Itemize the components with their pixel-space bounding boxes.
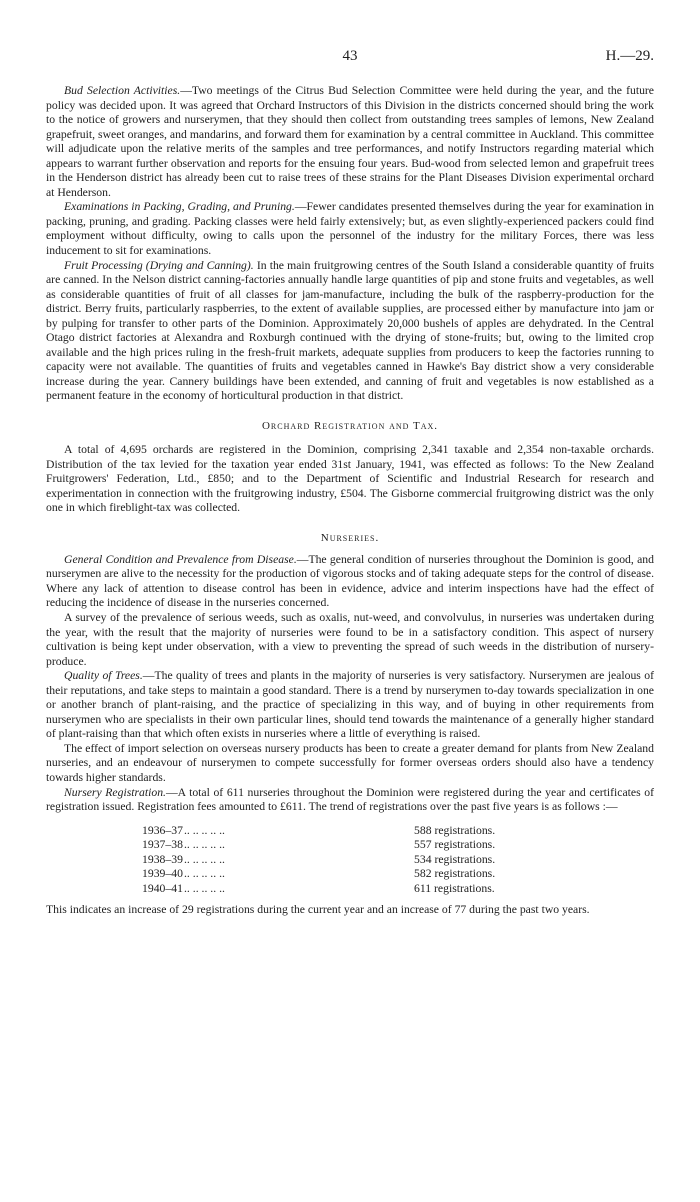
nursery-registration-text: —A total of 611 nurseries throughout the Dominion were registered during the year and certificates of registration issued. Registration fees amounted to £611. The trend of registrations over the past five years is as follows :— (46, 785, 654, 814)
bud-selection-paragraph (46, 84, 654, 200)
dot-leader: .. .. .. .. .. (184, 852, 225, 866)
nursery-registration-title: Nursery Registration. (64, 785, 166, 799)
document-page (46, 48, 654, 918)
quality-of-trees-paragraph (46, 669, 654, 742)
table-row (142, 853, 495, 868)
registration-count: 557 registrations. (414, 838, 496, 852)
fruit-processing-title: Fruit Processing (Drying and Canning). (64, 258, 254, 272)
examinations-paragraph (46, 200, 654, 258)
nurseries-heading: Nurseries. (320, 531, 380, 544)
examinations-title: Examinations in Packing, Grading, and Pruning. (64, 200, 295, 214)
document-reference: H.—29. (605, 48, 654, 64)
dot-leader: .. .. .. .. .. (184, 823, 225, 837)
general-condition-paragraph (46, 553, 654, 611)
registration-year: 1938–39 (142, 852, 183, 866)
fruit-processing-paragraph (46, 259, 654, 404)
orchard-registration-heading: Orchard Registration and Tax. (261, 420, 439, 433)
registration-year: 1939–40 (142, 867, 183, 881)
dot-leader: .. .. .. .. .. (184, 867, 225, 881)
general-condition-text: —The general condition of nurseries throughout the Dominion is good, and nurserymen are alive to the necessity for the production of vigorous stocks and of taking adequate steps for the control of disease. Where any lack of attention to disease control has been in evidence, advice and interim inspections have had the effect of reducing the incidence of disease in the nurseries concerned. (46, 552, 654, 610)
registration-count: 534 registrations. (414, 852, 496, 866)
bud-selection-title: Bud Selection Activities. (64, 84, 181, 97)
table-row (142, 824, 495, 839)
orchard-registration-paragraph: A total of 4,695 orchards are registered in the Dominion, comprising 2,341 taxable and 2,354 non-taxable orchards. Distribution of the tax levied for the taxation year ended 31st January, 1941, was effected as follows: To the New Zealand Fruitgrowers' Federation, Ltd., £850; and to the Department of Scientific and Industrial Research for research and experimentation in connection with the fruitgrowing industry, £504. The Gisborne commercial fruitgrowing district was the only one in which fireblight-tax was collected. (46, 443, 654, 515)
table-row (142, 838, 495, 853)
quality-of-trees-title: Quality of Trees. (64, 669, 143, 683)
table-row (142, 882, 495, 897)
page-header (46, 48, 654, 70)
dot-leader: .. .. .. .. .. (184, 838, 225, 852)
dot-leader: .. .. .. .. .. (184, 881, 225, 895)
page-number: 43 (342, 48, 358, 64)
registration-year: 1937–38 (142, 838, 183, 852)
registrations-table (142, 824, 495, 897)
quality-of-trees-text: —The quality of trees and plants in the majority of nurseries is very satisfactory. Nurserymen are jealous of their reputations, and take steps to maintain a good standard. There is a trend by nurserymen to-day towards specialization in one or another branch of plant-raising, and the practice of specializing in this way, and of buying in other requirements from nurserymen who are specialists in their own particular lines, should tend towards the maintenance of a generally higher standard of plant-raising than that which often exists in nurseries where a little of everything is raised. (46, 669, 654, 741)
import-selection-paragraph: The effect of import selection on overseas nursery products has been to create a greater demand for plants from New Zealand nurseries, and an endeavour of nurserymen to compete successfully for former overseas orders should also have a tendency towards higher standards. (46, 741, 654, 784)
table-row (142, 867, 495, 882)
registration-year: 1936–37 (142, 823, 183, 837)
nursery-registration-paragraph (46, 786, 654, 815)
closing-paragraph: This indicates an increase of 29 registrations during the current year and an increase of 77 during the past two years. (46, 903, 590, 917)
examinations-text: —Fewer candidates presented themselves during the year for examination in packing, pruning, and grading. Packing classes were held fairly extensively; but, as even slightly-experienced packers could find employment without difficulty, owing to calls upon the personnel of the industry for the military Forces, there was less inducement to sit for examinations. (46, 200, 654, 258)
registration-year: 1940–41 (142, 881, 183, 895)
fruit-processing-text: In the main fruitgrowing centres of the South Island a considerable quantity of fruits are canned. In the Nelson district canning-factories annually handle large quantities of pip and stone fruits and vegetables, as well as considerable quantities of fruit of all classes for jam-manufacture, including the bulk of the raspberry-production for the district. Berry fruits, particularly raspberries, to the extent of available supplies, are processed either by manufacture into jam or by pulping for transfer to other parts of the Dominion. Approximately 20,000 bushels of apples are dehydrated. In the Central Otago district factories at Alexandra and Roxburgh continued with the drying of stone-fruits; but, owing to the limited crop available and the high prices ruling in the fresh-fruit markets, adequate supplies from producers to keep the factories running to capacity were not available. The quantities of fruits and vegetables canned in Hawke's Bay district show a very considerable increase during the year. Cannery buildings have been extended, and canning of fruit and vegetables is now established as a permanent feature in the economy of horticultural production in that district. (46, 258, 655, 403)
registration-count: 588 registrations. (414, 823, 496, 837)
weeds-survey-paragraph: A survey of the prevalence of serious weeds, such as oxalis, nut-weed, and convolvulus, in nurseries was undertaken during the year, with the result that the majority of nurseries were found to be in a satisfactory condition. This aspect of nursery cultivation is being kept under observation, with a view to preventing the spread of such weeds in the distribution of nursery-produce. (46, 610, 654, 668)
general-condition-title: General Condition and Prevalence from Disease. (64, 552, 297, 566)
registration-count: 582 registrations. (414, 867, 496, 881)
registration-count: 611 registrations. (414, 881, 495, 895)
bud-selection-text: —Two meetings of the Citrus Bud Selection Committee were held during the year, and the future policy was decided upon. It was agreed that Orchard Instructors of this Division in the districts concerned should bring the work to the notice of growers and nurserymen, that they should then collect from outstanding trees samples of lemons, New Zealand grapefruit, sweet oranges, and mandarins, and forward them for examination by a central committee in Auckland. This committee will adjudicate upon the relative merits of the samples and tree performances, and notify Instructors regarding material which appears to warrant further observation and reports for the ensuing four years. Bud-wood from selected lemon and grapefruit trees in the Henderson district has already been cut to raise trees of these strains for the Plant Diseases Division experimental orchard at Henderson. (46, 84, 654, 199)
